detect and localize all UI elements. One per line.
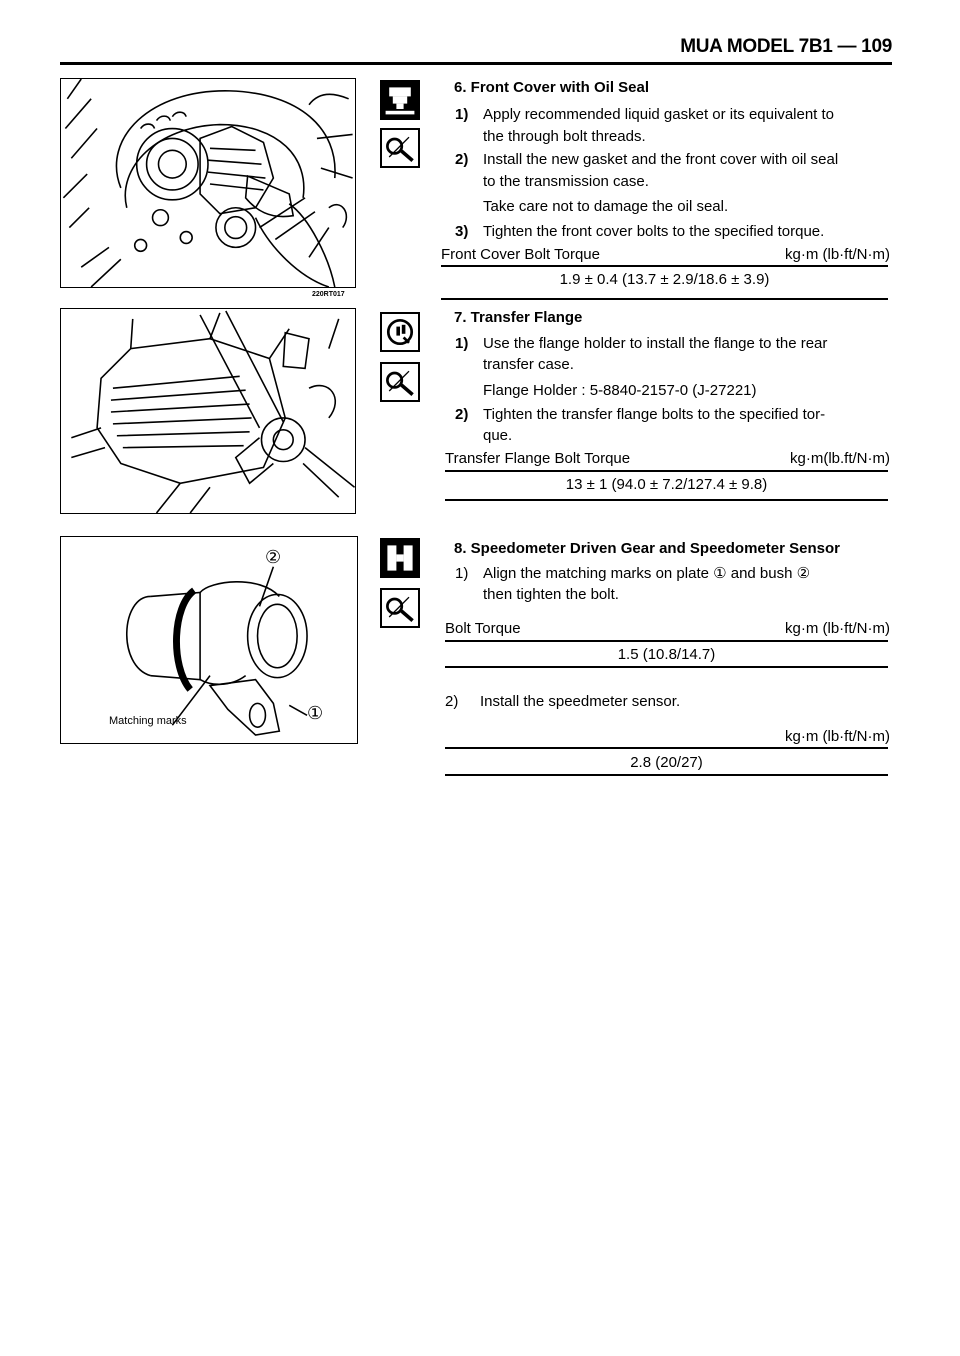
special-tool-icon <box>380 312 420 352</box>
step-number: 2) <box>455 406 469 423</box>
matching-marks-label: Matching marks <box>109 715 187 727</box>
step-text-line: Install the speedmeter sensor. <box>480 693 681 710</box>
torque-label: Front Cover Bolt Torque <box>441 246 600 263</box>
figure-front-cover <box>60 78 356 288</box>
torque-table-rule <box>445 774 888 776</box>
torque-wrench-icon <box>380 128 420 168</box>
torque-value: 1.9 ± 0.4 (13.7 ± 2.9/18.6 ± 3.9) <box>559 271 770 288</box>
step-text-line: Tighten the front cover bolts to the specified torque. <box>483 223 825 240</box>
section-8-title: 8. Speedometer Driven Gear and Speedometer Sensor <box>454 540 840 557</box>
step-number: 1) <box>455 106 469 123</box>
callout-2-label: ② <box>265 547 282 567</box>
transfer-flange-illustration <box>61 309 355 513</box>
front-cover-illustration <box>61 79 355 287</box>
step-number: 2) <box>445 693 459 710</box>
new-part-icon <box>380 538 420 578</box>
step-text-line: Tighten the transfer flange bolts to the specified tor- <box>483 406 826 423</box>
torque-table-rule <box>445 747 888 749</box>
torque-table-rule <box>445 470 888 472</box>
torque-table-rule <box>445 666 888 668</box>
torque-table-rule <box>445 640 888 642</box>
step-number: 1) <box>455 335 469 352</box>
torque-value: 2.8 (20/27) <box>630 754 703 771</box>
page-header-title: MUA MODEL 7B1 — 109 <box>680 36 892 57</box>
step-number: 1) <box>455 565 469 582</box>
step-text-line: then tighten the bolt. <box>483 586 619 603</box>
step-text-line: transfer case. <box>483 356 574 373</box>
torque-label: Transfer Flange Bolt Torque <box>445 450 631 467</box>
figure-transfer-flange <box>60 308 356 514</box>
step-text-line: Install the new gasket and the front cover with oil seal <box>483 151 839 168</box>
step-text-line: Take care not to damage the oil seal. <box>483 198 729 215</box>
header-rule <box>60 62 892 65</box>
step-number: 3) <box>455 223 469 240</box>
step-text-line: Use the flange holder to install the flange to the rear <box>483 335 828 352</box>
step-text-line: Apply recommended liquid gasket or its equivalent to <box>483 106 835 123</box>
torque-unit: kg·m(lb.ft/N·m) <box>790 450 890 467</box>
torque-label: Bolt Torque <box>445 620 521 637</box>
torque-table-rule <box>441 265 888 267</box>
section-7-title: 7. Transfer Flange <box>454 309 583 326</box>
torque-value: 1.5 (10.8/14.7) <box>617 646 716 663</box>
step-number: 2) <box>455 151 469 168</box>
step-text-line: the through bolt threads. <box>483 128 646 145</box>
step-text-line: Flange Holder : 5-8840-2157-0 (J-27221) <box>483 382 757 399</box>
step-text-line: que. <box>483 427 513 444</box>
torque-unit: kg·m (lb·ft/N·m) <box>785 728 890 745</box>
torque-wrench-icon <box>380 362 420 402</box>
torque-table-rule <box>445 499 888 501</box>
torque-value: 13 ± 1 (94.0 ± 7.2/127.4 ± 9.8) <box>565 476 768 493</box>
step-text-line: to the transmission case. <box>483 173 649 190</box>
torque-unit: kg·m (lb·ft/N·m) <box>785 246 890 263</box>
torque-unit: kg·m (lb·ft/N·m) <box>785 620 890 637</box>
liquid-gasket-icon <box>380 80 420 120</box>
torque-table-rule <box>441 298 888 300</box>
step-text-line: Align the matching marks on plate ① and bush ② <box>483 565 811 582</box>
figure-code: 220RT017 <box>312 291 345 298</box>
torque-wrench-icon <box>380 588 420 628</box>
section-6-title: 6. Front Cover with Oil Seal <box>454 79 650 96</box>
callout-1-label: ① <box>307 703 324 723</box>
figure-speedometer <box>60 536 358 744</box>
